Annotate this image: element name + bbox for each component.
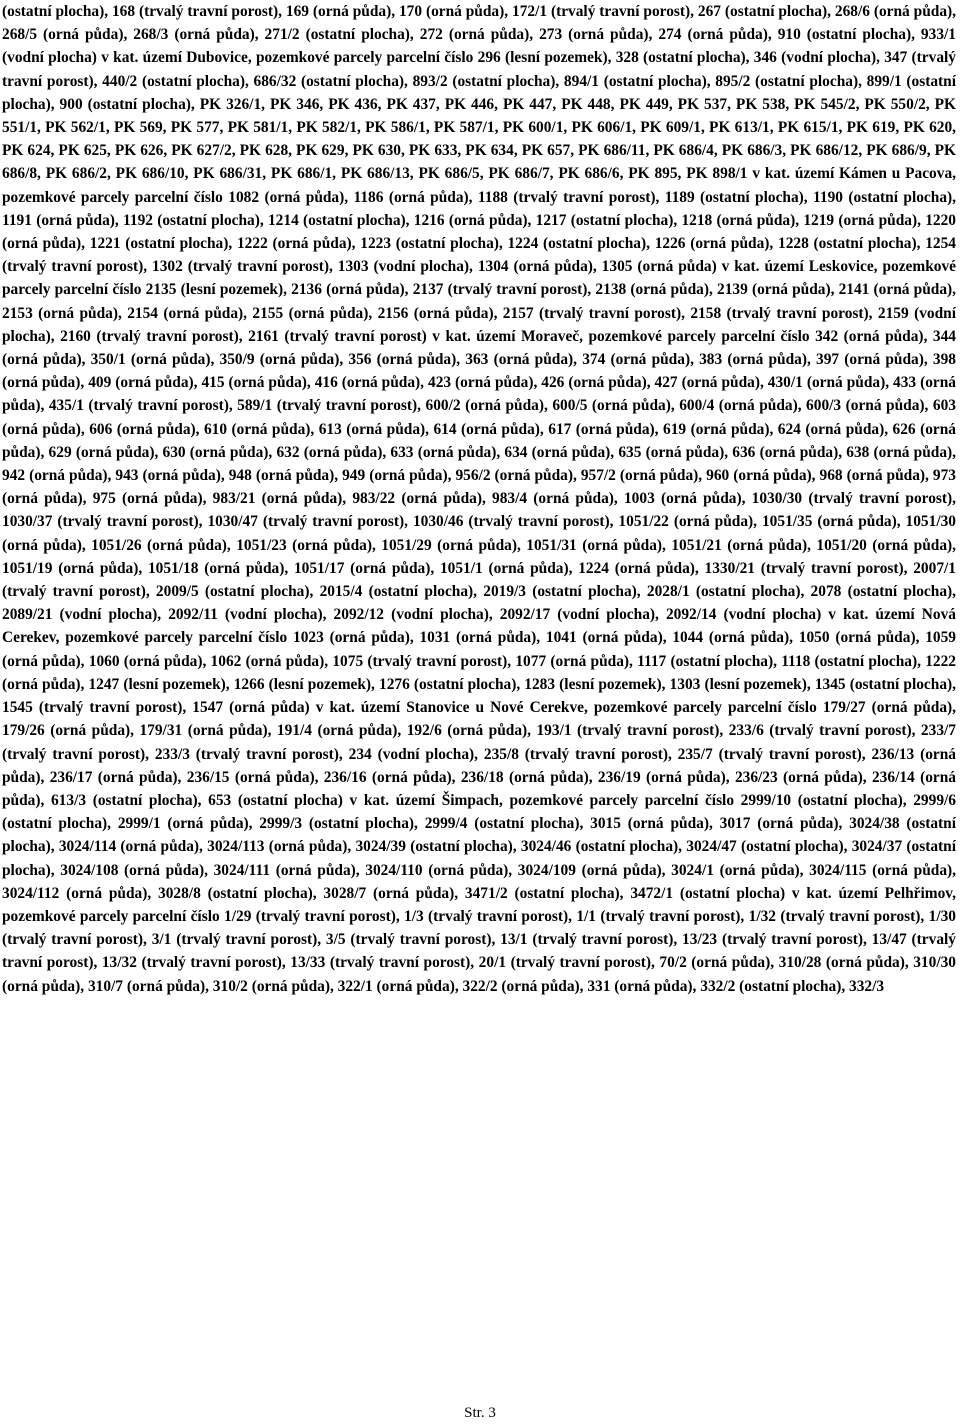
document-page (2, 0, 956, 998)
page-number: Str. 3 (464, 1405, 496, 1421)
parcel-list-paragraph: (ostatní plocha), 168 (trvalý travní porost), 169 (orná půda), 170 (orná půda), 172/1 (trvalý travní porost), 267 (ostatní plocha), 268/6 (orná půda), 268/5 (orná půda), 268/3 (orná půda), 271/2 (ostatní plocha), 272 (orná půda), 273 (orná půda), 274 (orná půda), 910 (ostatní plocha), 933/1 (vodní plocha) v kat. území Dubovice, pozemkové parcely parcelní číslo 296 (lesní pozemek), 328 (ostatní plocha), 346 (vodní plocha), 347 (trvalý travní porost), 440/2 (ostatní plocha), 686/32 (ostatní plocha), 893/2 (ostatní plocha), 894/1 (ostatní plocha), 895/2 (ostatní plocha), 899/1 (ostatní plocha), 900 (ostatní plocha), PK 326/1, PK 346, PK 436, PK 437, PK 446, PK 447, PK 448, PK 449, PK 537, PK 538, PK 545/2, PK 550/2, PK 551/1, PK 562/1, PK 569, PK 577, PK 581/1, PK 582/1, PK 586/1, PK 587/1, PK 600/1, PK 606/1, PK 609/1, PK 613/1, PK 615/1, PK 619, PK 620, PK 624, PK 625, PK 626, PK 627/2, PK 628, PK 629, PK 630, PK 633, PK 634, PK 657, PK 686/11, PK 686/4, PK 686/3, PK 686/12, PK 686/9, PK 686/8, PK 686/2, PK 686/10, PK 686/31, PK 686/1, PK 686/13, PK 686/5, PK 686/7, PK 686/6, PK 895, PK 898/1 v kat. území Kámen u Pacova, pozemkové parcely parcelní číslo 1082 (orná půda), 1186 (orná půda), 1188 (trvalý travní porost), 1189 (ostatní plocha), 1190 (ostatní plocha), 1191 (orná půda), 1192 (ostatní plocha), 1214 (ostatní plocha), 1216 (orná půda), 1217 (ostatní plocha), 1218 (orná půda), 1219 (orná půda), 1220 (orná půda), 1221 (ostatní plocha), 1222 (orná půda), 1223 (ostatní plocha), 1224 (ostatní plocha), 1226 (orná půda), 1228 (ostatní plocha), 1254 (trvalý travní porost), 1302 (trvalý travní porost), 1303 (vodní plocha), 1304 (orná půda), 1305 (orná půda) v kat. území Leskovice, pozemkové parcely parcelní číslo 2135 (lesní pozemek), 2136 (orná půda), 2137 (trvalý travní porost), 2138 (orná půda), 2139 (orná půda), 2141 (orná půda), 2153 (orná půda), 2154 (orná půda), 2155 (orná půda), 2156 (orná půda), 2157 (trvalý travní porost), 2158 (trvalý travní porost), 2159 (vodní plocha), 2160 (trvalý travní porost), 2161 (trvalý travní porost) v kat. území Moraveč, pozemkové parcely parcelní číslo 342 (orná půda), 344 (orná půda), 350/1 (orná půda), 350/9 (orná půda), 356 (orná půda), 363 (orná půda), 374 (orná půda), 383 (orná půda), 397 (orná půda), 398 (orná půda), 409 (orná půda), 415 (orná půda), 416 (orná půda), 423 (orná půda), 426 (orná půda), 427 (orná půda), 430/1 (orná půda), 433 (orná půda), 435/1 (trvalý travní porost), 589/1 (trvalý travní porost), 600/2 (orná půda), 600/5 (orná půda), 600/4 (orná půda), 600/3 (orná půda), 603 (orná půda), 606 (orná půda), 610 (orná půda), 613 (orná půda), 614 (orná půda), 617 (orná půda), 619 (orná půda), 624 (orná půda), 626 (orná půda), 629 (orná půda), 630 (orná půda), 632 (orná půda), 633 (orná půda), 634 (orná půda), 635 (orná půda), 636 (orná půda), 638 (orná půda), 942 (orná půda), 943 (orná půda), 948 (orná půda), 949 (orná půda), 956/2 (orná půda), 957/2 (orná půda), 960 (orná půda), 968 (orná půda), 973 (orná půda), 975 (orná půda), 983/21 (orná půda), 983/22 (orná půda), 983/4 (orná půda), 1003 (orná půda), 1030/30 (trvalý travní porost), 1030/37 (trvalý travní porost), 1030/47 (trvalý travní porost), 1030/46 (trvalý travní porost), 1051/22 (orná půda), 1051/35 (orná půda), 1051/30 (orná půda), 1051/26 (orná půda), 1051/23 (orná půda), 1051/29 (orná půda), 1051/31 (orná půda), 1051/21 (orná půda), 1051/20 (orná půda), 1051/19 (orná půda), 1051/18 (orná půda), 1051/17 (orná půda), 1051/1 (orná půda), 1224 (orná půda), 1330/21 (trvalý travní porost), 2007/1 (trvalý travní porost), 2009/5 (ostatní plocha), 2015/4 (ostatní plocha), 2019/3 (ostatní plocha), 2028/1 (ostatní plocha), 2078 (ostatní plocha), 2089/21 (vodní plocha), 2092/11 (vodní plocha), 2092/12 (vodní plocha), 2092/17 (vodní plocha), 2092/14 (vodní plocha) v kat. území Nová Cerekev, pozemkové parcely parcelní číslo 1023 (orná půda), 1031 (orná půda), 1041 (orná půda), 1044 (orná půda), 1050 (orná půda), 1059 (orná půda), 1060 (orná půda), 1062 (orná půda), 1075 (trvalý travní porost), 1077 (orná půda), 1117 (ostatní plocha), 1118 (ostatní plocha), 1222 (orná půda), 1247 (lesní pozemek), 1266 (lesní pozemek), 1276 (ostatní plocha), 1283 (lesní pozemek), 1303 (lesní pozemek), 1345 (ostatní plocha), 1545 (trvalý travní porost), 1547 (orná půda) v kat. území Stanovice u Nové Cerekve, pozemkové parcely parcelní číslo 179/27 (orná půda), 179/26 (orná půda), 179/31 (orná půda), 191/4 (orná půda), 192/6 (orná půda), 193/1 (trvalý travní porost), 233/6 (trvalý travní porost), 233/7 (trvalý travní porost), 233/3 (trvalý travní porost), 234 (vodní plocha), 235/8 (trvalý travní porost), 235/7 (trvalý travní porost), 236/13 (orná půda), 236/17 (orná půda), 236/15 (orná půda), 236/16 (orná půda), 236/18 (orná půda), 236/19 (orná půda), 236/23 (orná půda), 236/14 (orná půda), 613/3 (ostatní plocha), 653 (ostatní plocha) v kat. území Šimpach, pozemkové parcely parcelní číslo 2999/10 (ostatní plocha), 2999/6 (ostatní plocha), 2999/1 (orná půda), 2999/3 (ostatní plocha), 2999/4 (ostatní plocha), 3015 (orná půda), 3017 (orná půda), 3024/38 (ostatní plocha), 3024/114 (orná půda), 3024/113 (orná půda), 3024/39 (ostatní plocha), 3024/46 (ostatní plocha), 3024/47 (ostatní plocha), 3024/37 (ostatní plocha), 3024/108 (orná půda), 3024/111 (orná půda), 3024/110 (orná půda), 3024/109 (orná půda), 3024/1 (orná půda), 3024/115 (orná půda), 3024/112 (orná půda), 3028/8 (ostatní plocha), 3028/7 (orná půda), 3471/2 (ostatní plocha), 3472/1 (ostatní plocha) v kat. území Pelhřimov, pozemkové parcely parcelní číslo 1/29 (trvalý travní porost), 1/3 (trvalý travní porost), 1/1 (trvalý travní porost), 1/32 (trvalý travní porost), 1/30 (trvalý travní porost), 3/1 (trvalý travní porost), 3/5 (trvalý travní porost), 13/1 (trvalý travní porost), 13/23 (trvalý travní porost), 13/47 (trvalý travní porost), 13/32 (trvalý travní porost), 13/33 (trvalý travní porost), 20/1 (trvalý travní porost), 70/2 (orná půda), 310/28 (orná půda), 310/30 (orná půda), 310/7 (orná půda), 310/2 (orná půda), 322/1 (orná půda), 322/2 (orná půda), 331 (orná půda), 332/2 (ostatní plocha), 332/3 (2, 3, 956, 995)
